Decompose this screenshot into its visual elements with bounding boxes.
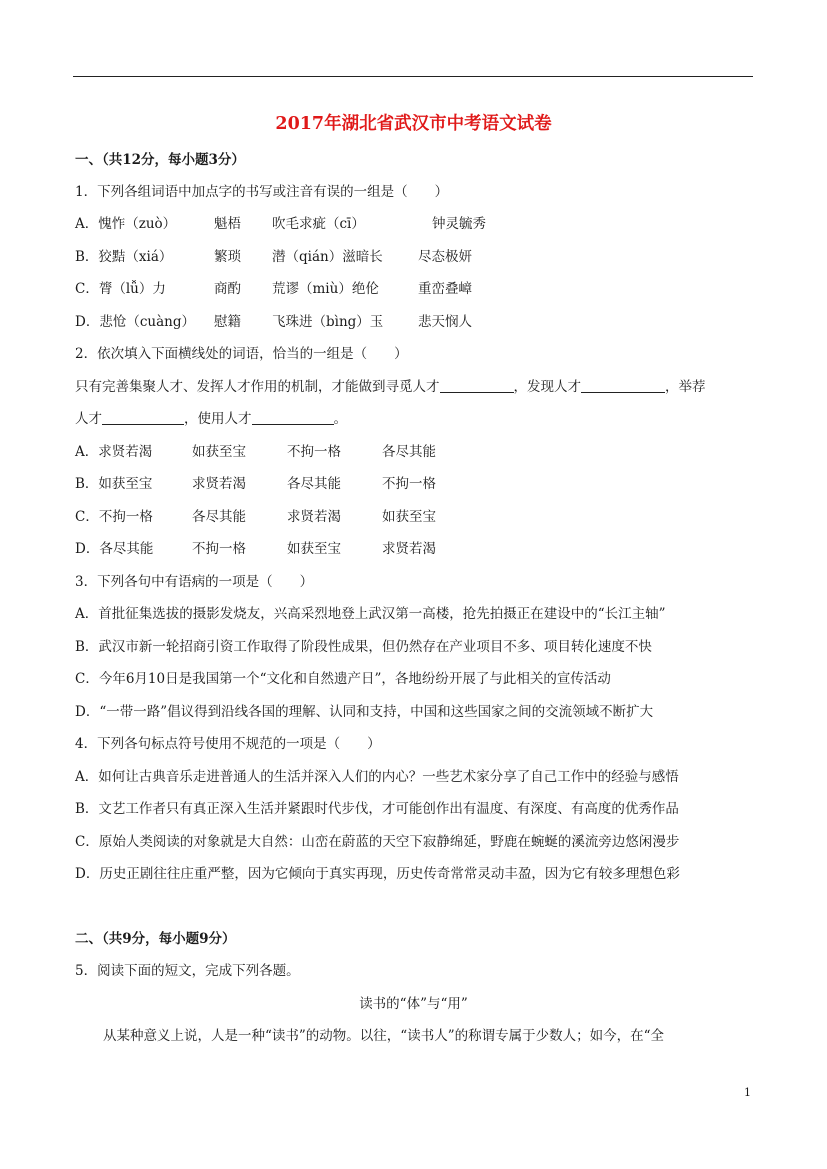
- q2-c-3: 求贤若渴: [287, 509, 341, 525]
- page-number: 1: [744, 1086, 751, 1099]
- question-1-stem: 1．下列各组词语中加点字的书写或注音有误的一组是（ ）: [75, 184, 449, 200]
- q2-a-4: 各尽其能: [382, 444, 436, 460]
- question-3-option-c: C．今年6月10日是我国第一个“文化和自然遗产日”，各地纷纷开展了与此相关的宣传活动: [75, 671, 611, 687]
- question-4-option-d: D．历史正剧往往庄重严整，因为它倾向于真实再现，历史传奇常常灵动丰盈，因为它有较多理想色彩: [75, 866, 680, 882]
- question-1-option-b: [75, 247, 472, 267]
- fill-blank-3: [102, 410, 184, 425]
- passage-paragraph: 从某种意义上说，人是一种“读书”的动物。以往，“读书人”的称谓专属于少数人；如今，在“全: [103, 1028, 665, 1044]
- question-1-option-d: [75, 312, 472, 332]
- option-a-item-4: 钟灵毓秀: [432, 216, 486, 232]
- q2-text-part-2: ，发现人才: [513, 379, 581, 395]
- q2-text-part-6: 。: [333, 411, 347, 427]
- question-2-text-line-1: [75, 377, 706, 397]
- question-5-stem: 5．阅读下面的短文，完成下列各题。: [75, 963, 300, 979]
- q2-d-4: 求贤若渴: [382, 541, 436, 557]
- passage-title: 读书的“体”与“用”: [359, 996, 468, 1012]
- question-2-option-a: [75, 442, 436, 462]
- q2-a-2: 如获至宝: [192, 444, 246, 460]
- q2-text-part-5: ，使用人才: [184, 411, 252, 427]
- option-a-item-2: 魁梧: [214, 216, 241, 232]
- q2-b-2: 求贤若渴: [192, 476, 246, 492]
- fill-blank-2: [581, 378, 665, 393]
- option-b-item-2: 繁琐: [214, 249, 241, 265]
- q2-b-1: B．如获至宝: [75, 476, 153, 492]
- option-d-item-3: 飞珠进（bìng）玉: [272, 314, 384, 330]
- question-2-option-c: [75, 507, 436, 527]
- q2-a-3: 不拘一格: [287, 444, 341, 460]
- q2-c-2: 各尽其能: [192, 509, 246, 525]
- question-3-stem: 3．下列各句中有语病的一项是（ ）: [75, 574, 314, 590]
- option-c-item-3: 荒谬（miù）绝伦: [272, 281, 379, 297]
- q2-a-1: A．求贤若渴: [75, 444, 153, 460]
- q2-c-4: 如获至宝: [382, 509, 436, 525]
- fill-blank-4: [252, 410, 334, 425]
- header-rule: [73, 76, 753, 77]
- option-a-item-1: A．愧怍（zuò）: [75, 216, 177, 232]
- option-a-item-3: 吹毛求疵（cī）: [272, 216, 365, 232]
- q2-d-2: 不拘一格: [192, 541, 246, 557]
- option-b-item-4: 尽态极妍: [418, 249, 472, 265]
- question-4-stem: 4．下列各句标点符号使用不规范的一项是（ ）: [75, 736, 381, 752]
- q2-text-part-1: 只有完善集聚人才、发挥人才作用的机制，才能做到寻觅人才: [75, 379, 440, 395]
- q2-c-1: C．不拘一格: [75, 509, 153, 525]
- q2-text-part-4: 人才: [75, 411, 102, 427]
- option-d-item-4: 悲天悯人: [418, 314, 472, 330]
- option-c-item-2: 商酌: [214, 281, 241, 297]
- section-heading-1: 一、（共12分，每小题3分）: [75, 152, 245, 168]
- option-c-item-4: 重峦叠嶂: [418, 281, 472, 297]
- question-3-option-a: A．首批征集选拔的摄影发烧友，兴高采烈地登上武汉第一高楼，抢先拍摄正在建设中的“长江主轴”: [75, 606, 666, 622]
- option-c-item-1: C．膂（lǚ）力: [75, 281, 166, 297]
- question-3-option-d: D．“一带一路”倡议得到沿线各国的理解、认同和支持，中国和这些国家之间的交流领域不断扩大: [75, 704, 654, 720]
- question-2-option-d: [75, 539, 436, 559]
- q2-d-3: 如获至宝: [287, 541, 341, 557]
- q2-b-4: 不拘一格: [382, 476, 436, 492]
- question-4-option-a: A．如何让古典音乐走进普通人的生活并深入人们的内心？一些艺术家分享了自己工作中的经验与感悟: [75, 769, 679, 785]
- question-2-option-b: [75, 474, 436, 494]
- option-b-item-1: B．狡黠（xiá）: [75, 249, 173, 265]
- q2-d-1: D．各尽其能: [75, 541, 154, 557]
- question-2-stem: 2．依次填入下面横线处的词语，恰当的一组是（ ）: [75, 346, 408, 362]
- fill-blank-1: [440, 378, 514, 393]
- question-4-option-c: C．原始人类阅读的对象就是大自然：山峦在蔚蓝的天空下寂静绵延，野鹿在蜿蜒的溪流旁边悠闲漫步: [75, 834, 680, 850]
- q2-b-3: 各尽其能: [287, 476, 341, 492]
- question-1-option-c: [75, 279, 472, 299]
- section-heading-2: 二、（共9分，每小题9分）: [75, 931, 236, 947]
- question-4-option-b: B．文艺工作者只有真正深入生活并紧跟时代步伐，才可能创作出有温度、有深度、有高度的优秀作品: [75, 801, 679, 817]
- option-b-item-3: 潜（qián）滋暗长: [272, 249, 383, 265]
- option-d-item-1: D．悲怆（cuàng）: [75, 314, 195, 330]
- q2-text-part-3: ，举荐: [665, 379, 706, 395]
- question-1-option-a: [75, 214, 486, 234]
- question-2-text-line-2: [75, 409, 347, 429]
- question-3-option-b: B．武汉市新一轮招商引资工作取得了阶段性成果，但仍然存在产业项目不多、项目转化速度不快: [75, 639, 652, 655]
- page-title: 2017年湖北省武汉市中考语文试卷: [275, 114, 552, 134]
- option-d-item-2: 慰籍: [214, 314, 241, 330]
